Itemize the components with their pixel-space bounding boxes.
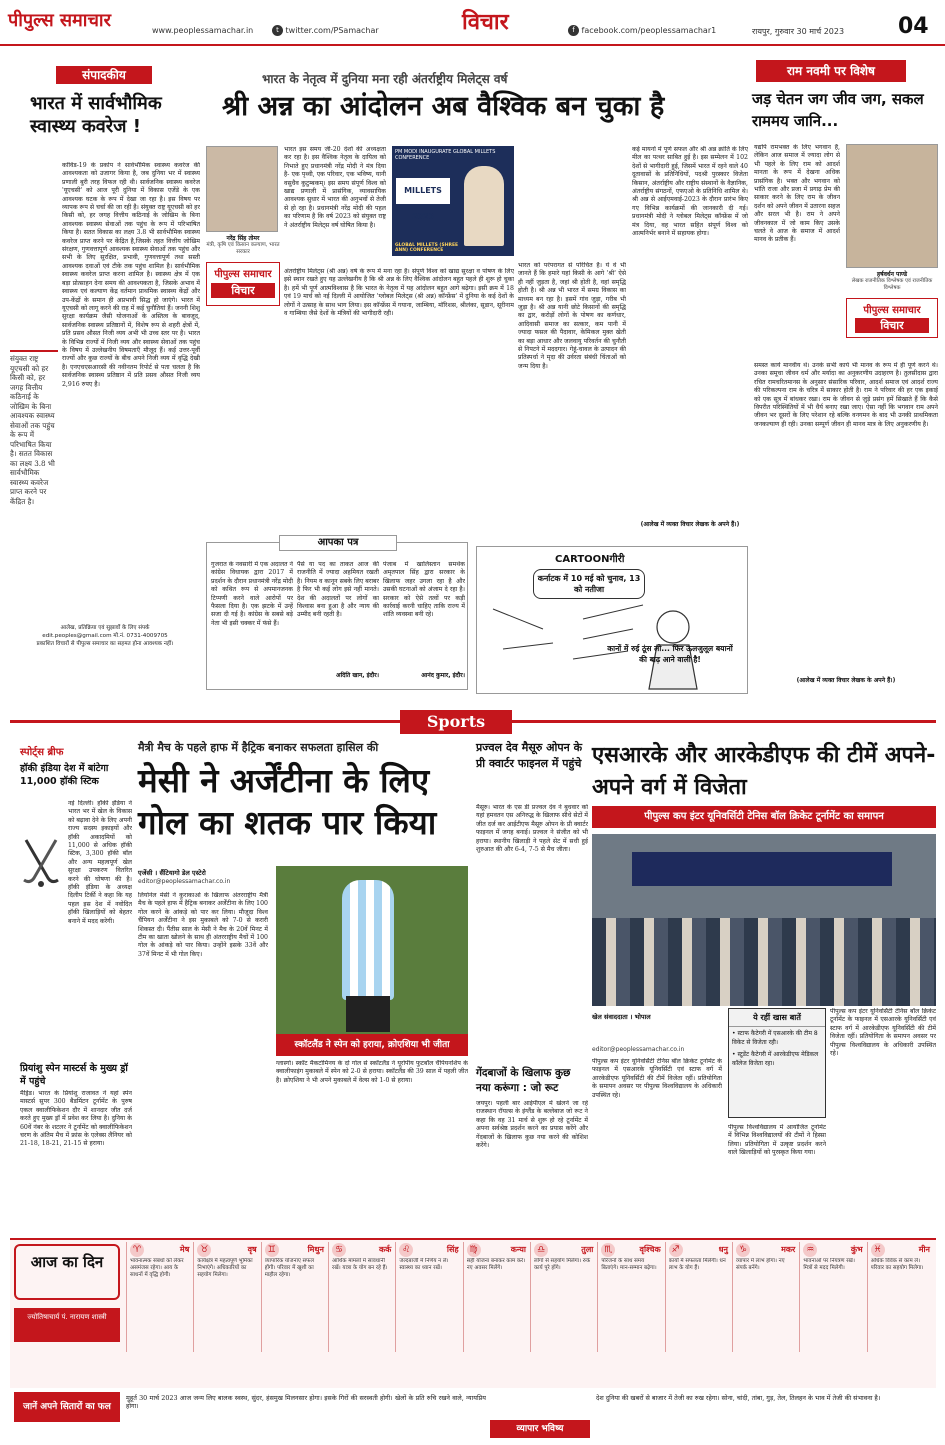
vichar-logo-brand: पीपुल्स समाचार — [214, 269, 272, 280]
highlight-item: • स्टूडेंट कैटेगरी में आरकेडीएफ मेडिकल कॉलेज विजेता रहा। — [732, 1051, 819, 1067]
spain-body: ग्लास्गो। स्कॉट मैकटोमिनय के दो गोल से स्कॉटलैंड ने यूरोपीय फुटबॉल चैंपियनशिप के क्वालीफाइंग मुकाबले में स्पेन को 2-0 से हराया। स्कॉटलैंड की 39 साल में पहली जीत है। क्रोएशिया ने भी अपने मुकाबले में वेल्स को 1-0 से हराया। — [276, 1060, 468, 1084]
tennis-crowd — [592, 918, 936, 1006]
masthead — [0, 0, 945, 46]
summit-photo-caption: PM MODI INAUGURATE GLOBAL MILLETS CONFERENCE — [395, 149, 496, 161]
zodiac-cell — [799, 1242, 866, 1352]
zodiac-text: सही योजना बनाकर काम करें। नए अवसर मिलेंगे। — [466, 1258, 526, 1272]
highlights-list — [729, 1027, 825, 1075]
zodiac-name: मेष — [179, 1245, 190, 1254]
zodiac-name: कर्क — [379, 1245, 392, 1254]
ram-navami-body1: यद्यपि रामभक्त के लिए भगवान हैं, लेकिन आज समाज में ज्यादा लोग से भी पहले के लिए राम को आदर्श मानता के रूप में देखना अधिक प्रासंगिक है। भक्त और भगवान को भांति राजा और प्रजा में प्रगाढ़ प्रेम की साकार करने के लिए राम के जीवन दर्शन को अपने जीवन में उतारना सहज और सरल भी है। राम ने अपने जीवनकाल में जो काम किए उसके चलते वे आज के समाज में आदर्श मानव के प्रतीक हैं। — [754, 144, 840, 244]
zodiac-name: मकर — [781, 1245, 796, 1254]
ram-logo-brand: पीपुल्स समाचार — [863, 305, 921, 316]
horoscope-header — [14, 1242, 120, 1382]
horoscope-subtitle: ज्योतिषाचार्य पं. नारायण शास्त्री — [14, 1308, 120, 1342]
zodiac-symbol-icon: ♓ — [871, 1243, 885, 1257]
zodiac-cell — [328, 1242, 395, 1352]
horoscope-title: आज का दिन — [14, 1244, 120, 1300]
editorial-pullquote: संयुक्त राष्ट्र यूएचसी को हर किसी को, हर जगह वित्तीय कठिनाई के जोखिम के बिना आवश्यक स्वास्थ्य सेवाओं तक पहुंच के रूप में परिभाषित किया है। सतत विकास का लक्ष्य 3.8 भी सार्वभौमिक स्वास्थ्य कवरेज प्राप्त करने पर केंद्रित है। — [10, 350, 58, 540]
zodiac-cell — [261, 1242, 328, 1352]
facebook-link[interactable] — [568, 25, 716, 36]
twitter-handle: twitter.com/PSamachar — [285, 26, 379, 35]
zodiac-symbol-icon: ♈ — [130, 1243, 144, 1257]
messi-photo — [276, 866, 468, 1034]
ram-logo-section: विचार — [855, 318, 929, 333]
summit-photo — [392, 146, 514, 256]
brief2-headline: प्रियांशु स्पेन मास्टर्स के मुख्य ड्रॉ में पहुंचे — [20, 1063, 128, 1087]
lead-headline: श्री अन्न का आंदोलन अब वैश्विक बन चुका है — [222, 91, 665, 122]
tennis-banner — [632, 852, 892, 886]
ram-navami-headline: जड़ चेतन जग जीव जग, सकल राममय जानि... — [752, 90, 924, 130]
lead-kicker: भारत के नेतृत्व में दुनिया मना रही अंतर्राष्ट्रीय मिलेट्स वर्ष — [262, 72, 508, 86]
zodiac-text: अधिक विवेक से काम लें। परिवार का सहयोग मिलेगा। — [870, 1258, 924, 1272]
twitter-link[interactable] — [272, 25, 379, 36]
messi-byline: एजेंसी । सैंटियागो डेल एस्टेरो — [138, 869, 206, 877]
tennis-email[interactable]: editor@peoplessamachar.co.in — [592, 1046, 685, 1053]
zodiac-name: तुला — [581, 1245, 594, 1254]
brief2-body: मैड्रिड। भारत के प्रियांशु राजावत ने यहां स्पेन मास्टर्स सुपर 300 बैडमिंटन टूर्नामेंट के पुरुष एकल क्वालीफिकेशन दौर में शानदार जीत दर्ज करते हुए मुख्य ड्रॉ में प्रवेश कर लिया है। दुनिया के 60वें नंबर के शटलर ने टूर्नामेंट को क्वालीफिकेशन चरण के अंतिम मैच में फ्रांस के एलेक्स लैनियर को 21-18, 18-21, 21-15 से हराया। — [20, 1090, 132, 1148]
highlight-item: • स्टाफ कैटेगरी में एसआरके की टीम 8 विकेट से विजेता रही। — [732, 1030, 818, 1046]
zodiac-cell — [867, 1242, 934, 1352]
zodiac-cell — [665, 1242, 732, 1352]
lead-col1: भारत इस समय जी-20 देशों की अध्यक्षता कर रहा है। इस वैश्विक नेतृत्व के दायित्व को निभाते हुए प्रधानमंत्री नरेंद्र मोदी ने मंत्र दिया है- एक पृथ्वी, एक परिवार, एक भविष्य, यानी वसुधैव कुटुम्बकम्। इस समय संपूर्ण विश्व को खाद्य प्रणाली में प्रासंगिक, व्यावसायिक आवश्यक सुधार में भारत की अनुभवों से तेजी से हो रहा है। प्रधानमंत्री नरेंद्र मोदी की पहल का परिणाम है कि वर्ष 2023 को संयुक्त राष्ट्र ने अंतर्राष्ट्रीय मिलेट्स वर्ष घोषित किया है। — [284, 146, 386, 229]
letter-sign-1: अदिति खान, इंदौर। — [336, 672, 379, 679]
zodiac-cell — [732, 1242, 799, 1352]
zodiac-cell — [126, 1242, 193, 1352]
messi-legs — [346, 996, 390, 1032]
messi-headline: मेसी ने अर्जेंटीना के लिए गोल का शतक पार किया — [138, 761, 437, 842]
ram-vichar-logo — [846, 298, 938, 338]
zodiac-symbol-icon: ♉ — [197, 1243, 211, 1257]
ram-navami-body2: समस्त कार्य मानवीय थे। उनके सभी कार्य भी मानव के रूप में ही पूर्ण करने थे। उनका समूचा जीवन धर्म और मर्यादा का अनुकरणीय उदाहरण है। तुलसीदास द्वारा रचित रामचरितमानस के अनुसार संसारिक परिवार, आदर्श समाज एवं आदर्श राज्य की परिकल्पना राम के चरित्र में साकार होती है। राम ने परिवार की हर एक इकाई को एक सूत्र में बांधकर रखा। राम के जीवन से जुड़े प्रसंग हमें सिखाते हैं कि कैसे विपरीत परिस्थितियों में भी धैर्य बनाए रखा जाए। ऐसा नहीं कि भगवान राम अपने जीवन भर दूसरों के लिए परेशान रहे बल्कि वनगमन के बाद भी उनकी प्राथमिकता जनकल्याण ही रही। उनका सम्पूर्ण जीवन ही मानव मात्र के लिए अनुकरणीय है। — [754, 362, 938, 428]
prajwal-headline: प्रज्वल देव मैसूरु ओपन के प्री क्वार्टर फाइनल में पहुंचे — [476, 741, 583, 770]
ram-author-note: (आलेख में व्यक्त विचार लेखक के अपने हैं।) — [796, 677, 896, 684]
modi-figure — [464, 166, 504, 246]
zodiac-text: कार्यों में सफलता मिलेगी। धन लाभ के योग हैं। — [668, 1258, 726, 1272]
highlights-box — [728, 1008, 826, 1118]
zodiac-cell — [463, 1242, 530, 1352]
letters-box — [206, 537, 468, 690]
zodiac-symbol-icon: ♎ — [534, 1243, 548, 1257]
spain-headline: स्कॉटलैंड ने स्पेन को हराया, क्रोएशिया भी जीता — [276, 1034, 468, 1056]
zodiac-text: लोगों से सहयोग मिलेगा। रुके कार्य पूरे होंगे। — [534, 1258, 591, 1272]
editorial-disclaimer: प्रकाशित विचारों से पीपुल्स समाचार का सहमत होना आवश्यक नहीं। — [36, 641, 174, 647]
brief1-headline: हॉकी इंडिया देश में बांटेगा 11,000 हॉकी स्टिक — [20, 763, 109, 787]
zodiac-name: मिथुन — [307, 1245, 324, 1254]
tennis-headline: एसआरके और आरकेडीएफ की टीमें अपने-अपने वर्ग में विजेता — [592, 743, 936, 800]
brief1-body: नई दिल्ली। हॉकी इंडिया ने भारत भर में खेल के विकास को बढ़ावा देने के लिए अपनी राज्य सदस्य इकाइयों और हॉकी अकादमियों को 11,000 से अधिक हॉकी स्टिक, 3,300 हॉकी बॉल और अन्य महत्वपूर्ण खेल सुरक्षा उपकरण वितरित करने की घोषणा की है। हॉकी इंडिया के अध्यक्ष दिलीप टिर्की ने कहा कि यह पहल इस देश में नवोदित हॉकी खिलाड़ियों को बेहतर बनाने में मदद करेगी। — [68, 800, 132, 925]
messi-kicker: मैत्री मैच के पहले हाफ में हैट्रिक बनाकर सफलता हासिल की — [138, 741, 379, 754]
twitter-icon: t — [272, 25, 283, 36]
lead-col3: भारत को परंपरागत से परिचित है। ये वे भी जानते हैं कि हमारे यहां किसी के आगे 'श्री' ऐसे ही नहीं जुड़ता है, जहां श्री होती है, वहां समृद्धि होती है। श्री अन्न भी भारत में समग्र विकास का माध्यम बन रहा है। इसमें गांव जुड़ा, गरीब भी जुड़ा है। श्री अन्न यानी छोटे किसानों की समृद्धि का द्वार, करोड़ों लोगों के पोषण का कर्णधार, आदिवासी समाज का सत्कार, कम पानी में ज्यादा फसल की पैदावार, केमिकल मुक्त खेती का बड़ा आधार और जलवायु परिवर्तन की चुनौती से निपटने में मददगार। गेहूं-चावल के उत्पादन की प्रतिस्पर्धा ने मृदा की उर्वरता संबंधी चिंताओं को जन्म दिया है। — [518, 262, 626, 370]
zodiac-name: धनु — [718, 1245, 728, 1254]
zodiac-text: जल्दबाजी में निर्णय न लें। स्वास्थ्य का ध्यान रखें। — [399, 1258, 449, 1272]
sports-brief-label: स्पोर्ट्स ब्रीफ — [20, 747, 64, 758]
prajwal-body: मैसूरु। भारत के एस डी प्रज्वल देव ने बुधवार को यहां हमवतन एस अनिरुद्ध के खिलाफ सीधे सेटों में जीत दर्ज कर आईटीएफ मैसूरु ओपन के प्री क्वार्टर फाइनल में जगह बनाई। प्रज्वल ने संजीत को भी हराया। स्थानीय खिलाड़ी ने पहले सेट में सधी हुई शुरुआत की और 6-4, 7-5 से मैच जीता। — [476, 804, 588, 854]
zodiac-symbol-icon: ♋ — [332, 1243, 346, 1257]
lead-col2: अंतर्राष्ट्रीय मिलेट्स (श्री अन्न) वर्ष के रूप में मना रहा है। संपूर्ण विश्व को खाद्य सुरक्षा व पोषण के लिए इसे स्थान रखते हुए यह उल्लेखनीय है कि श्री अन्न के लिए वैश्विक आंदोलन बहुत पहले ही शुरू हो चुका है। हमें भी पूर्ण आत्मविश्वास है कि भारत के नेतृत्व में यह आंदोलन बहुत आगे बढ़ेगा। इसी क्रम में 18 एवं 19 मार्च को नई दिल्ली में आयोजित 'ग्लोबल मिलेट्स (श्री अन्न) कॉन्फ्रेंस' में दुनिया के कई देशों के लोगों ने उत्साह के साथ भाग लिया। इस कॉन्फ्रेंस में गयाना, जाम्बिया, मॉरिशस, श्रीलंका, सूडान, सूरीनाम व गाम्बिया जैसे देशों के मंत्रियों की भागीदारी रही। — [284, 268, 514, 318]
zodiac-text: व्यापारिक योजनाएं सफल होंगी। परिवार में खुशी का माहौल रहेगा। — [264, 1258, 314, 1279]
editorial-body: कोविड-19 के प्रकोप ने सार्वभौमिक स्वास्थ्य कवरेज की आवश्यकता को उजागर किया है, जब दुनिया भर में स्वास्थ्य प्रणाली बुरी तरह विफल रही थी। सार्वजनिक स्वास्थ्य कवरेज 'यूएचसी' को आज पूरी दुनिया में विकास एजेंडे के एक आवश्यक घटक के रूप में देखा जा रहा है। इस विषय पर व्यापक रूप से चर्चा की जा रही है। संयुक्त राष्ट्र यूएचसी को हर किसी को, हर जगह वित्तीय कठिनाई के जोखिम के बिना आवश्यक स्वास्थ्य सेवाओं तक पहुंच के रूप में परिभाषित किया है। सतत विकास का लक्ष्य 3.8 भी सार्वभौमिक स्वास्थ्य कवरेज प्राप्त करने पर केंद्रित है,जिसके तहत वित्तीय जोखिम संरक्षण, गुणवत्तापूर्ण आवश्यक स्वास्थ्य सेवाओं तक पहुंच और सभी के लिए सुरक्षित, प्रभावी, गुणवत्तापूर्ण तथा सस्ती आवश्यक दवाओं एवं टीके तक पहुंच शामिल है। सार्वभौमिक स्वास्थ्य कवरेज प्राप्त करना शामिल है। स्वास्थ्य क्षेत्र में एक बड़ा प्रोत्साहन देना समय की आवश्यकता है, जिसके अभाव में स्वास्थ्य एवं कल्याण केंद्र वर्तमान प्राथमिक स्वास्थ्य केंद्रों और उप-केंद्रों के समान ही अप्रभावी सिद्ध हो जाएंगे। भारत में यूएचसी को लागू करने की राह में कई चुनौतियां हैं। जननी शिशु सुरक्षा कार्यक्रम जैसी योजनाओं के अस्तित्व के बावजूद, सार्वजनिक स्वास्थ्य प्रतिष्ठानों में, विशेष रूप से शहरी क्षेत्रों में, प्रति प्रसव औसत निजी व्यय अभी भी उच्च स्तर पर है। भारत के विभिन्न राज्यों में निजी व्यय और स्वास्थ्य सेवाओं तक पहुंच के विषय में उल्लेखनीय विषमताएँ मौजूद हैं। कई उत्तर-पूर्वी राज्यों और कुछ राज्यों के बीच अपने निजी व्यय में वृद्धि देखी है। एनएचएसआरसी की नवीनतम रिपोर्ट से पता चलता है कि सार्वजनिक स्वास्थ्य प्रतिष्ठान में प्रति प्रसव औसत निजी व्यय 2,916 रुपए है। — [62, 162, 200, 388]
zodiac-name: कुंभ — [850, 1245, 863, 1254]
ram-author-title: लेखक राजनीतिक विश्लेषक एवं राजनीतिक विश्लेषक — [851, 278, 933, 291]
vichar-logo — [206, 262, 280, 306]
letter-2: पैसे या पद का ताकत आज की राजनीति में ज्यादा अहमियत रखती है। नियम व कानून सबके लिए बराबर है फिर भी कई लोग इसे नहीं मानते। देश की अदालतों पर लोगों का विश्वास बना हुआ है और न्याय की उम्मीद बनी रहती है। — [297, 561, 379, 619]
messi-figure — [342, 880, 394, 1000]
cartoon-speech-bottom: कानों में रुई ठूंस लो... फिर ऊलजुलूल बयानों की बाढ़ आने वाली है! — [607, 644, 733, 664]
zodiac-text: भावनात्मक संबंधों को लेकर असमंजस रहेगा। आय के साधनों में वृद्धि होगी। — [130, 1258, 184, 1279]
zodiac-symbol-icon: ♊ — [265, 1243, 279, 1257]
zodiac-text: कार्यक्षेत्र में महत्वपूर्ण भूमिका निभाएंगे। अधिकारियों का सहयोग मिलेगा। — [197, 1258, 253, 1279]
messi-body: लियोनेल मेसी ने कुराकाओ के खिलाफ अंतरराष्ट्रीय मैत्री मैच के पहले हाफ में हैट्रिक बनाकर अर्जेंटीना के लिए 100 गोल करने के आंकड़े को पार कर लिया। मौजूदा विश्व चैंपियन अर्जेंटीना ने इस मुकाबले को 7-0 से करारी शिकस्त दी। पैंतीस साल के मेसी ने मैच के 20वें मिनट में टीम का खाता खोलने के साथ ही अंतरराष्ट्रीय मैचों में 100 गोल के आंकड़े को पार किया। उन्होंने इसके 33वें और 37वें मिनट में भी गोल किए। — [138, 892, 268, 958]
zodiac-text: परिजनों के साथ समय बिताएंगे। मान-सम्मान बढ़ेगा। — [601, 1258, 657, 1272]
zodiac-row — [126, 1242, 934, 1352]
zodiac-symbol-icon: ♍ — [467, 1243, 481, 1257]
tennis-subhead: पीपुल्स कप इंटर यूनिवर्सिटी टेनिस बॉल क्रिकेट टूर्नामेंट का समापन — [592, 806, 936, 828]
summit-photo-subcaption: GLOBAL MILLETS (SHREE ANN) CONFERENCE — [395, 243, 459, 253]
messi-email[interactable]: editor@peoplessamachar.co.in — [138, 878, 231, 885]
letters-title: आपका पत्र — [279, 535, 397, 551]
author-photo — [206, 146, 278, 232]
tennis-body2: पीपुल्स विश्वविद्यालय में आयोजित टूर्नामेंट में विभिन्न विश्वविद्यालयों की टीमों ने हिस्सा लिया। प्रतियोगिता में उत्कृष्ट प्रदर्शन करने वाले खिलाड़ियों को पुरस्कृत किया गया। — [728, 1124, 826, 1157]
ram-author-photo — [846, 144, 938, 268]
editorial-label: संपादकीय — [56, 66, 152, 84]
facebook-handle: facebook.com/peoplessamachar1 — [581, 26, 717, 35]
letter-3: पंजाब में खालिस्तान समर्थक अमृतपाल सिंह द्वारा सरकार के खिलाफ जहर उगला रहा है और उसकी घटनाओं को अंजाम दे रहा है। सरकार को ऐसे तत्वों पर कड़ी कार्रवाई करनी चाहिए ताकि राज्य में शांति व्यवस्था बनी रहे। — [383, 561, 465, 619]
editorial-headline: भारत में सार्वभौमिक स्वास्थ्य कवरेज ! — [30, 93, 162, 137]
zodiac-cell — [597, 1242, 664, 1352]
summit-photo-logo: MILLETS 2023 — [396, 178, 450, 204]
horoscope-bottom-note: मुहूर्त 30 मार्च 2023 आज जन्म लिए बालक स्वस्थ, सुंदर, हंसमुख मिलनसार होगा। इसके गिरों की सरस्वती होगी। खेलों के प्रति रुचि रखने वाले, न्यायप्रिय होगा। — [126, 1394, 486, 1411]
editorial-email[interactable]: edit.peoples@gmail.com मो.नं. 0731-4009705 — [42, 633, 168, 639]
zodiac-name: वृष — [247, 1245, 257, 1254]
sports-banner: Sports — [400, 710, 512, 734]
facebook-icon: f — [568, 25, 579, 36]
ram-author-name: हर्षवर्धन पाण्डे — [876, 271, 908, 278]
cartoon-speech-top: कर्नाटक में 10 मई को चुनाव, 13 को नतीजा — [533, 569, 645, 599]
bowlers-body: जयपुर। पहली बार आईपीएल में खेलने जा रहे राजस्थान रॉयल्स के इंग्लैंड के बल्लेबाज जो रूट ने कहा कि वह 31 मार्च से शुरू हो रहे टूर्नामेंट में अपना सर्वश्रेष्ठ प्रदर्शन करने का प्रयास करेंगे और गेंदबाजों के खिलाफ कुछ नया करने की कोशिश करेंगे। — [476, 1100, 588, 1150]
tennis-byline: खेल संवाददाता । भोपाल — [592, 1013, 651, 1021]
editorial-footer — [10, 624, 200, 648]
lead-author-note: (आलेख में व्यक्त विचार लेखक के अपने हैं।) — [640, 521, 740, 528]
zodiac-symbol-icon: ♒ — [803, 1243, 817, 1257]
vichar-logo-section: विचार — [211, 283, 275, 298]
author-name: नरेंद्र सिंह तोमर — [226, 235, 260, 242]
letter-sign-2: आनंद कुमार, इंदौर। — [421, 672, 465, 679]
page-number: 04 — [898, 14, 929, 39]
zodiac-name: कन्या — [510, 1245, 526, 1254]
zodiac-symbol-icon: ♑ — [736, 1243, 750, 1257]
zodiac-symbol-icon: ♏ — [601, 1243, 615, 1257]
zodiac-cell — [530, 1242, 597, 1352]
author-title: मंत्री, कृषि एवं किसान कल्याण, भारत सरकार — [206, 242, 280, 255]
dateline: रायपुर, गुरुवार 30 मार्च 2023 — [752, 27, 845, 36]
ram-navami-label: राम नवमी पर विशेष — [756, 60, 906, 82]
zodiac-cell — [395, 1242, 462, 1352]
business-label: व्यापार भविष्य — [490, 1420, 590, 1438]
horoscope-footer-label: जानें अपने सितारों का फल — [14, 1392, 120, 1422]
tennis-body3: पीपुल्स कप इंटर यूनिवर्सिटी टेनिस बॉल क्रिकेट टूर्नामेंट के फाइनल में एसआरके यूनिवर्सिटी एवं स्टाफ वर्ग में आरकेडीएफ यूनिवर्सिटी की टीमें विजेता रहीं। प्रतियोगिता के समापन अवसर पर पीपुल्स विश्वविद्यालय के अधिकारी उपस्थित रहे। — [830, 1008, 936, 1058]
section-title: विचार — [462, 10, 509, 35]
lead-col4: कई मायनों में पूर्ण सफल और श्री अन्न क्रांति के लिए मील का पत्थर साबित हुई है। इस सम्मेलन में 102 देशों से भागीदारी हुई, जिसमें भारत में रहने वाले 40 दूतावासों के प्रतिनिधियों, पदश्री पुरस्कार विजेता किसान, अंतर्राष्ट्रीय और राष्ट्रीय संस्थानों के वैज्ञानिक, अंतर्राष्ट्रीय संगठनों, एफएओ के प्रतिनिधि शामिल थे। श्री अन्न से आईएमवाई-2023 के दौरान प्रारंभ किए गए विभिन्न कार्यक्रमों की जानकारी दी गई। प्रधानमंत्री मोदी ने ग्लोबल मिलेट्स कॉन्फ्रेंस में जो मंत्र दिया, वह भारत सहित संपूर्ण विश्व को आत्मनिर्भर बनाने में सहायक होगा। — [632, 146, 748, 238]
zodiac-name: वृश्चिक — [639, 1245, 661, 1254]
zodiac-text: आर्थिक मामलों में सावधानी रखें। यात्रा के योग बन रहे हैं। — [332, 1258, 388, 1272]
tennis-photo — [592, 834, 936, 1006]
cartoon-title: CARTOONगीरी — [555, 554, 625, 565]
cartoon-panel — [476, 546, 748, 694]
zodiac-cell — [193, 1242, 260, 1352]
business-text: देश दुनिया की खबरों से बाजार में तेजी का रुख रहेगा। सोना, चांदी, तांबा, गुड़, तेल, तिलहन के भाव में तेजी की संभावना है। — [596, 1394, 881, 1402]
zodiac-text: व्यापार में लाभ होगा। नए संपर्क बनेंगे। — [736, 1258, 785, 1272]
brand-logo[interactable]: पीपुल्स समाचार — [8, 10, 111, 31]
highlights-title: ये रहीं खास बातें — [729, 1009, 825, 1027]
bowlers-headline: गेंदबाजों के खिलाफ कुछ नया करूंगा : जो रूट — [476, 1067, 571, 1094]
letter-1: गुजरात के नवसारी में एक अदालत ने कांग्रेस विधायक द्वारा 2017 में प्रदर्शन के दौरान प्रधानमंत्री नरेंद्र मोदी को कथित रूप से अपमानजनक टिप्पणी करने वाले आरोपों पर फैसला दिया है। एक झटके में उन्हें सजा दी गई है। कांग्रेस के सबसे बड़े नेता भी इसी चक्कर में फंसे हैं। — [211, 561, 293, 627]
zodiac-name: मीन — [918, 1245, 930, 1254]
zodiac-text: भावनाओं पर नियंत्रण रखें। मित्रों से मदद मिलेगी। — [803, 1258, 855, 1272]
zodiac-symbol-icon: ♌ — [399, 1243, 413, 1257]
zodiac-symbol-icon: ♐ — [669, 1243, 683, 1257]
tennis-body: पीपुल्स कप इंटर यूनिवर्सिटी टेनिस बॉल क्रिकेट टूर्नामेंट के फाइनल में एसआरके यूनिवर्सिटी एवं स्टाफ वर्ग में आरकेडीएफ यूनिवर्सिटी की टीमें विजेता रहीं। प्रतियोगिता के समापन अवसर पर पीपुल्स विश्वविद्यालय के अधिकारी उपस्थित रहे। — [592, 1058, 722, 1099]
zodiac-name: सिंह — [446, 1245, 459, 1254]
website-link[interactable]: www.peoplessamachar.in — [152, 26, 254, 35]
editorial-contact-line: आलेख, प्रतिक्रिया एवं सुझावों के लिए संपर्क — [60, 625, 150, 631]
